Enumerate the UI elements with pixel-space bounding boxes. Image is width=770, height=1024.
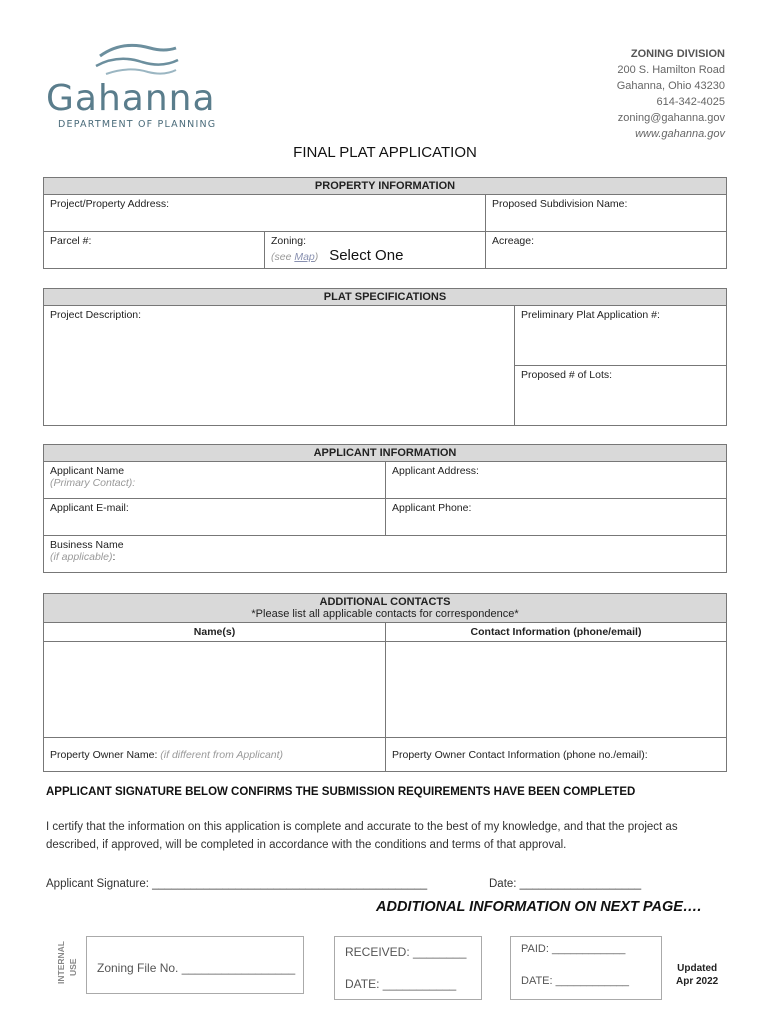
paid-box: [510, 936, 662, 1000]
business-name-label: Business Name: [50, 539, 124, 551]
preliminary-plat-field[interactable]: [515, 306, 727, 366]
received-field[interactable]: RECEIVED: ________: [345, 945, 467, 959]
zoning-label: Zoning:: [271, 235, 307, 247]
zoning-map-link[interactable]: Map: [294, 251, 315, 263]
additional-contacts-table: [43, 593, 727, 772]
next-page-notice: ADDITIONAL INFORMATION ON NEXT PAGE….: [376, 899, 702, 915]
division-title: ZONING DIVISION: [630, 48, 725, 60]
applicant-email-field[interactable]: [44, 499, 386, 536]
col-header-contact-info: Contact Information (phone/email): [386, 623, 727, 642]
section-header-property: PROPERTY INFORMATION: [44, 178, 727, 195]
contact-names-field[interactable]: [44, 642, 386, 738]
col-header-names: Name(s): [44, 623, 386, 642]
paid-date-field[interactable]: DATE: ____________: [521, 975, 630, 987]
email-link[interactable]: zoning@gahanna.gov: [617, 112, 725, 124]
zoning-hint: (see Map): [271, 251, 319, 263]
plat-specs-table: [43, 288, 727, 426]
division-contact: [617, 46, 725, 142]
applicant-name-label: Applicant Name: [50, 465, 125, 477]
zoning-select[interactable]: Select One: [329, 247, 404, 264]
received-date-field[interactable]: DATE: ___________: [345, 977, 457, 991]
parcel-field[interactable]: [44, 232, 265, 269]
zoning-file-field[interactable]: Zoning File No. _________________: [97, 961, 296, 975]
applicant-name-hint: (Primary Contact):: [50, 477, 136, 489]
business-name-field[interactable]: [44, 536, 727, 573]
logo-department: DEPARTMENT OF PLANNING: [58, 119, 217, 130]
owner-contact-label: Property Owner Contact Information (phone no./email):: [392, 748, 648, 761]
project-description-field[interactable]: [44, 306, 515, 426]
logo-wordmark: Gahanna: [46, 78, 216, 119]
acreage-label: Acreage:: [492, 235, 535, 247]
owner-name-hint: (if different from Applicant): [160, 748, 284, 761]
applicant-email-label: Applicant E-mail:: [50, 502, 129, 514]
parcel-label: Parcel #:: [50, 235, 92, 247]
property-address-field[interactable]: [44, 195, 486, 232]
logo-waves-icon: [92, 40, 182, 80]
certification-text: I certify that the information on this application is complete and accurate to the best of my knowledge, and that the project as described, if approved, will be completed in accordance with the conditions and terms of that approval.: [46, 821, 678, 851]
preliminary-plat-label: Preliminary Plat Application #:: [521, 309, 660, 321]
owner-contact-field[interactable]: [386, 738, 727, 772]
applicant-phone-label: Applicant Phone:: [392, 502, 472, 514]
proposed-lots-label: Proposed # of Lots:: [521, 369, 613, 381]
signature-date-field[interactable]: Date: ___________________: [489, 878, 642, 890]
business-name-hint: (if applicable):: [50, 551, 116, 563]
contacts-subheader: *Please list all applicable contacts for correspondence*: [251, 608, 519, 620]
subdivision-name-field[interactable]: [486, 195, 727, 232]
contacts-header: ADDITIONAL CONTACTS: [319, 596, 451, 608]
zoning-file-box: [86, 936, 304, 994]
applicant-phone-field[interactable]: [386, 499, 727, 536]
internal-use-label: INTERNAL USE: [56, 941, 78, 984]
applicant-signature-field[interactable]: Applicant Signature: ___________________________________________: [46, 878, 428, 890]
website-link[interactable]: www.gahanna.gov: [635, 128, 725, 140]
proposed-lots-field[interactable]: [515, 366, 727, 426]
owner-name-field[interactable]: [44, 738, 386, 772]
acreage-field[interactable]: [486, 232, 727, 269]
paid-field[interactable]: PAID: ____________: [521, 943, 626, 955]
owner-name-label: Property Owner Name:: [50, 748, 158, 761]
updated-stamp: Updated Apr 2022: [676, 963, 719, 987]
subdivision-name-label: Proposed Subdivision Name:: [492, 198, 628, 210]
address-line-2: Gahanna, Ohio 43230: [616, 80, 725, 92]
property-info-table: [43, 177, 727, 269]
section-header-contacts: [44, 594, 727, 623]
section-header-applicant: APPLICANT INFORMATION: [44, 445, 727, 462]
received-box: [334, 936, 482, 1000]
address-line-1: 200 S. Hamilton Road: [617, 64, 725, 76]
signature-heading: APPLICANT SIGNATURE BELOW CONFIRMS THE SUBMISSION REQUIREMENTS HAVE BEEN COMPLETED: [46, 786, 636, 798]
applicant-info-table: [43, 444, 727, 573]
applicant-name-field[interactable]: [44, 462, 386, 499]
applicant-address-field[interactable]: [386, 462, 727, 499]
property-address-label: Project/Property Address:: [50, 198, 170, 210]
contact-info-field[interactable]: [386, 642, 727, 738]
project-description-label: Project Description:: [50, 309, 142, 321]
page-title: FINAL PLAT APPLICATION: [293, 144, 477, 161]
applicant-address-label: Applicant Address:: [392, 465, 479, 477]
phone: 614-342-4025: [656, 96, 725, 108]
zoning-field[interactable]: [265, 232, 486, 269]
section-header-plat: PLAT SPECIFICATIONS: [44, 289, 727, 306]
